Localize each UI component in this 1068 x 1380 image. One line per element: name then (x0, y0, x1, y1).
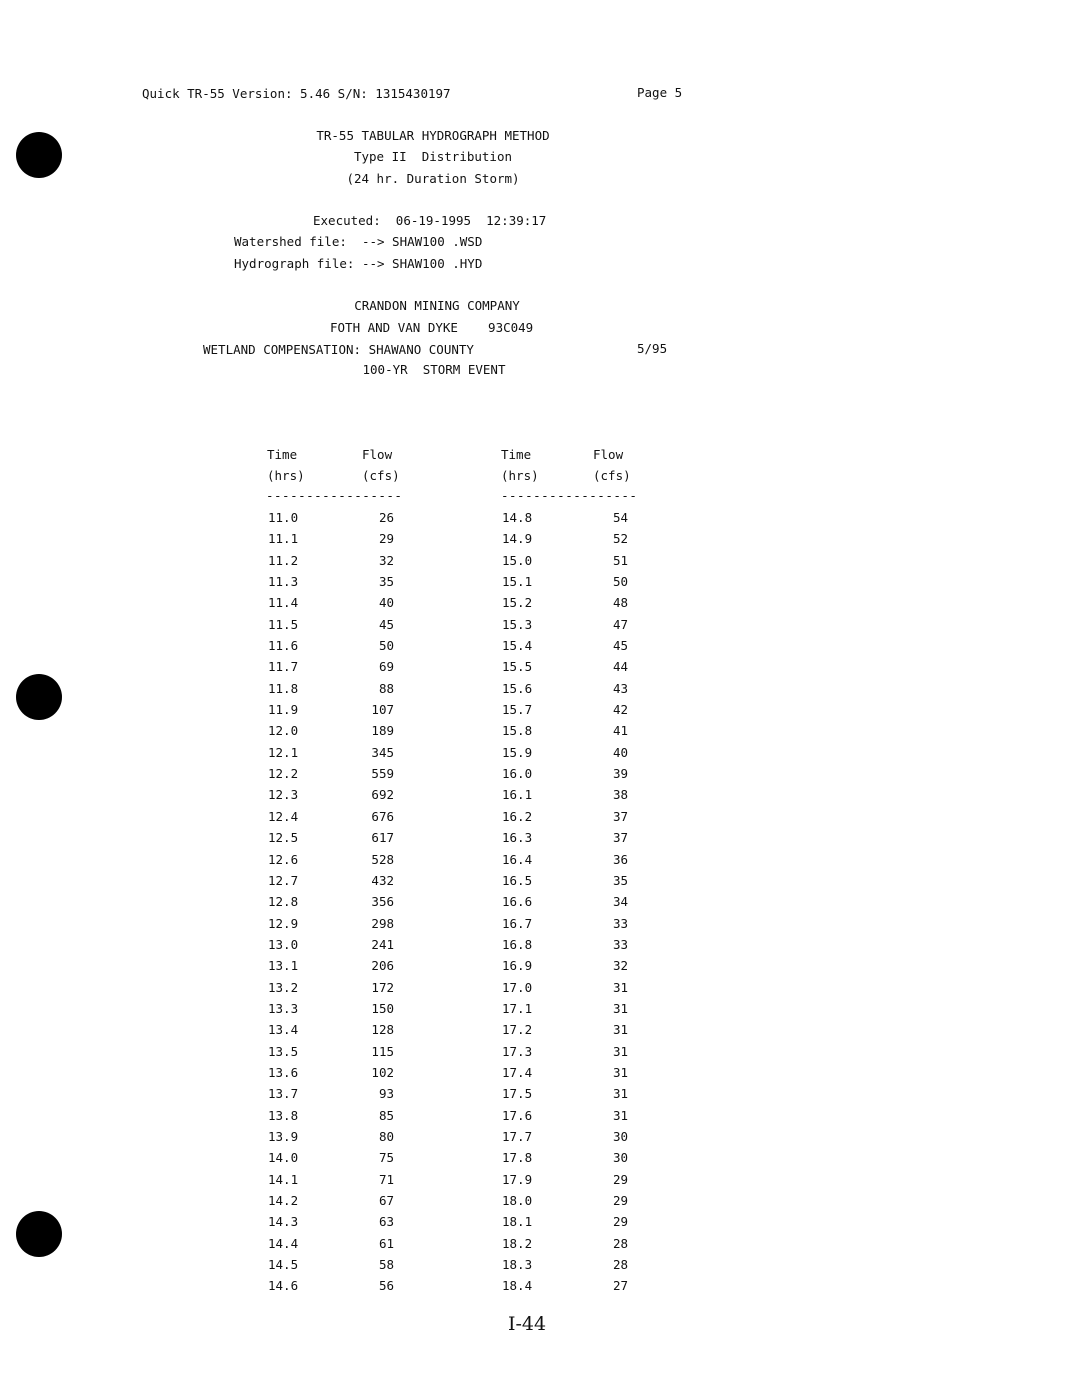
time-value: 12.1 (268, 744, 299, 760)
flow-value: 85 (378, 1107, 394, 1123)
flow-value: 48 (612, 595, 628, 611)
table-row (502, 1001, 642, 1022)
table-row (502, 937, 642, 958)
right-time-unit: (hrs) (501, 468, 539, 483)
time-value: 11.9 (268, 702, 299, 718)
flow-value: 43 (612, 680, 628, 696)
flow-value: 676 (371, 808, 394, 824)
company-name: CRANDON MINING COMPANY (354, 298, 520, 313)
time-value: 11.5 (268, 616, 299, 632)
flow-value: 31 (612, 1107, 628, 1123)
time-value: 12.3 (268, 787, 299, 803)
table-row (268, 1172, 408, 1193)
table-row (502, 1278, 642, 1299)
job-number: 93C049 (488, 320, 534, 335)
executed-line (313, 213, 546, 229)
time-value: 15.8 (502, 723, 533, 739)
left-time-header: Time (267, 447, 298, 462)
time-value: 18.1 (502, 1214, 533, 1230)
flow-value: 80 (378, 1128, 394, 1144)
flow-value: 44 (612, 659, 628, 675)
flow-value: 51 (612, 552, 628, 568)
flow-value: 54 (612, 510, 628, 525)
table-row (502, 1193, 642, 1214)
table-row (502, 1044, 642, 1065)
flow-value: 28 (612, 1235, 628, 1251)
hydrograph-label: Hydrograph file: (234, 256, 355, 271)
watershed-file: --> SHAW100 .WSD (361, 234, 483, 249)
flow-value: 107 (371, 702, 394, 718)
flow-value: 528 (371, 851, 394, 867)
table-row (502, 873, 642, 894)
table-row (502, 702, 642, 723)
project-description: WETLAND COMPENSATION: SHAWANO COUNTY (203, 342, 474, 357)
flow-value: 28 (612, 1257, 628, 1273)
time-value: 11.8 (268, 680, 299, 696)
flow-value: 67 (378, 1193, 394, 1208)
time-value: 16.5 (502, 872, 533, 888)
table-row (268, 937, 408, 958)
flow-value: 356 (371, 894, 394, 910)
flow-value: 45 (612, 638, 628, 654)
time-value: 13.4 (268, 1022, 299, 1038)
time-value: 15.4 (502, 638, 533, 654)
table-row (268, 531, 408, 552)
flow-value: 617 (371, 830, 394, 846)
flow-value: 50 (612, 574, 628, 590)
table-row (502, 830, 642, 851)
flow-value: 40 (378, 595, 394, 611)
flow-value: 432 (371, 872, 394, 888)
table-row (268, 659, 408, 680)
time-value: 15.9 (502, 744, 533, 760)
flow-value: 63 (378, 1214, 394, 1230)
time-value: 14.8 (502, 510, 533, 525)
time-value: 13.3 (268, 1000, 299, 1016)
table-row (268, 830, 408, 851)
time-value: 11.4 (268, 595, 299, 611)
table-row (502, 531, 642, 552)
table-row (502, 1150, 642, 1171)
flow-value: 31 (612, 1000, 628, 1016)
flow-value: 30 (612, 1128, 628, 1144)
punch-hole-bottom (16, 1211, 62, 1257)
time-value: 15.5 (502, 659, 533, 675)
table-row (268, 1086, 408, 1107)
flow-value: 692 (371, 787, 394, 803)
table-row (502, 958, 642, 979)
table-row (502, 1236, 642, 1257)
table-row (268, 1257, 408, 1278)
table-row (502, 617, 642, 638)
flow-value: 35 (378, 574, 394, 590)
flow-value: 241 (371, 936, 394, 952)
time-value: 16.0 (502, 766, 533, 782)
table-row (502, 574, 642, 595)
time-value: 16.1 (502, 787, 533, 803)
table-row (502, 595, 642, 616)
table-row (268, 1193, 408, 1214)
flow-value: 93 (378, 1086, 394, 1102)
table-row (268, 1214, 408, 1235)
executed-label: Executed: (313, 213, 381, 228)
flow-value: 128 (371, 1022, 394, 1038)
table-row (268, 1022, 408, 1043)
table-row (502, 1129, 642, 1150)
table-row (502, 1214, 642, 1235)
flow-value: 47 (612, 616, 628, 632)
flow-value: 29 (612, 1214, 628, 1230)
software-version: Quick TR-55 Version: 5.46 S/N: 1315430197 (142, 86, 451, 101)
punch-hole-middle (16, 674, 62, 720)
time-value: 14.0 (268, 1150, 299, 1166)
report-title: TR-55 TABULAR HYDROGRAPH METHOD (316, 128, 550, 143)
table-row (268, 1129, 408, 1150)
table-row (502, 852, 642, 873)
flow-value: 34 (612, 894, 628, 910)
flow-value: 75 (378, 1150, 394, 1166)
storm-event: 100-YR STORM EVENT (362, 362, 506, 377)
time-value: 14.6 (268, 1278, 299, 1294)
flow-value: 559 (371, 766, 394, 782)
flow-value: 298 (371, 915, 394, 931)
table-row (502, 553, 642, 574)
time-value: 14.2 (268, 1193, 299, 1208)
flow-value: 206 (371, 958, 394, 974)
flow-value: 88 (378, 680, 394, 696)
time-value: 11.6 (268, 638, 299, 654)
flow-value: 29 (612, 1171, 628, 1187)
time-value: 17.2 (502, 1022, 533, 1038)
flow-value: 31 (612, 1022, 628, 1038)
flow-value: 52 (612, 531, 628, 547)
flow-value: 115 (371, 1043, 394, 1059)
punch-hole-top (16, 132, 62, 178)
flow-value: 37 (612, 808, 628, 824)
table-row (502, 1065, 642, 1086)
time-value: 11.7 (268, 659, 299, 675)
flow-value: 345 (371, 744, 394, 760)
time-value: 13.8 (268, 1107, 299, 1123)
time-value: 13.7 (268, 1086, 299, 1102)
time-value: 15.3 (502, 616, 533, 632)
table-row (268, 617, 408, 638)
table-row (502, 916, 642, 937)
table-row (502, 1086, 642, 1107)
time-value: 15.6 (502, 680, 533, 696)
left-flow-header: Flow (362, 447, 393, 462)
table-row (268, 702, 408, 723)
time-value: 12.9 (268, 915, 299, 931)
hydrograph-file: --> SHAW100 .HYD (361, 256, 483, 271)
time-value: 14.4 (268, 1235, 299, 1251)
time-value: 12.2 (268, 766, 299, 782)
time-value: 13.6 (268, 1064, 299, 1080)
table-row (268, 1236, 408, 1257)
table-row (268, 574, 408, 595)
time-value: 16.7 (502, 915, 533, 931)
table-row (502, 787, 642, 808)
flow-value: 172 (371, 979, 394, 995)
table-row (502, 980, 642, 1001)
time-value: 15.7 (502, 702, 533, 718)
project-date: 5/95 (637, 341, 668, 356)
left-time-unit: (hrs) (267, 468, 305, 483)
time-value: 17.1 (502, 1000, 533, 1016)
table-row (502, 638, 642, 659)
table-row (502, 809, 642, 830)
flow-value: 45 (378, 616, 394, 632)
flow-value: 56 (378, 1278, 394, 1294)
time-value: 12.4 (268, 808, 299, 824)
time-value: 18.4 (502, 1278, 533, 1294)
page-number: I-44 (508, 1313, 547, 1335)
time-value: 17.6 (502, 1107, 533, 1123)
left-divider: ----------------- (266, 488, 403, 503)
time-value: 17.9 (502, 1171, 533, 1187)
time-value: 14.5 (268, 1257, 299, 1273)
flow-value: 39 (612, 766, 628, 782)
flow-value: 32 (612, 958, 628, 974)
time-value: 12.8 (268, 894, 299, 910)
right-flow-header: Flow (593, 447, 624, 462)
flow-value: 31 (612, 1086, 628, 1102)
flow-value: 37 (612, 830, 628, 846)
table-row (268, 510, 408, 531)
table-row (268, 553, 408, 574)
table-row (268, 1065, 408, 1086)
time-value: 16.9 (502, 958, 533, 974)
flow-value: 71 (378, 1171, 394, 1187)
flow-value: 58 (378, 1257, 394, 1273)
time-value: 17.4 (502, 1064, 533, 1080)
flow-value: 31 (612, 1064, 628, 1080)
firm-name: FOTH AND VAN DYKE (330, 320, 458, 335)
time-value: 16.2 (502, 808, 533, 824)
flow-value: 32 (378, 552, 394, 568)
time-value: 17.8 (502, 1150, 533, 1166)
time-value: 18.0 (502, 1193, 533, 1208)
table-row (268, 809, 408, 830)
flow-value: 42 (612, 702, 628, 718)
time-value: 14.9 (502, 531, 533, 547)
time-value: 11.1 (268, 531, 299, 547)
time-value: 15.2 (502, 595, 533, 611)
table-row (502, 1257, 642, 1278)
table-row (268, 787, 408, 808)
executed-time: 12:39:17 (486, 213, 547, 228)
storm-duration: (24 hr. Duration Storm) (346, 171, 520, 186)
flow-value: 33 (612, 936, 628, 952)
flow-value: 102 (371, 1064, 394, 1080)
firm-line (330, 320, 533, 336)
flow-value: 69 (378, 659, 394, 675)
time-value: 13.1 (268, 958, 299, 974)
time-value: 16.3 (502, 830, 533, 846)
flow-value: 33 (612, 915, 628, 931)
flow-value: 26 (378, 510, 394, 525)
time-value: 13.0 (268, 936, 299, 952)
time-value: 17.3 (502, 1043, 533, 1059)
table-row (502, 1172, 642, 1193)
flow-value: 27 (612, 1278, 628, 1294)
time-value: 17.5 (502, 1086, 533, 1102)
time-value: 13.5 (268, 1043, 299, 1059)
table-row (268, 638, 408, 659)
flow-value: 38 (612, 787, 628, 803)
right-data-column (502, 510, 642, 1300)
time-value: 11.0 (268, 510, 299, 525)
table-row (268, 766, 408, 787)
table-row (268, 1001, 408, 1022)
time-value: 18.3 (502, 1257, 533, 1273)
flow-value: 40 (612, 744, 628, 760)
table-row (268, 852, 408, 873)
time-value: 15.0 (502, 552, 533, 568)
table-row (502, 723, 642, 744)
watershed-label: Watershed file: (234, 234, 347, 249)
table-row (502, 1022, 642, 1043)
table-row (268, 723, 408, 744)
table-row (268, 745, 408, 766)
table-row (268, 894, 408, 915)
flow-value: 31 (612, 979, 628, 995)
table-row (268, 1150, 408, 1171)
table-row (268, 873, 408, 894)
time-value: 12.5 (268, 830, 299, 846)
table-row (502, 681, 642, 702)
flow-value: 189 (371, 723, 394, 739)
left-data-column (268, 510, 408, 1300)
table-row (502, 894, 642, 915)
time-value: 12.0 (268, 723, 299, 739)
flow-value: 150 (371, 1000, 394, 1016)
flow-value: 31 (612, 1043, 628, 1059)
flow-value: 30 (612, 1150, 628, 1166)
time-value: 16.6 (502, 894, 533, 910)
table-row (268, 1108, 408, 1129)
time-value: 16.4 (502, 851, 533, 867)
time-value: 15.1 (502, 574, 533, 590)
flow-value: 29 (378, 531, 394, 547)
table-row (502, 510, 642, 531)
right-divider: ----------------- (501, 488, 638, 503)
time-value: 11.3 (268, 574, 299, 590)
flow-value: 36 (612, 851, 628, 867)
right-time-header: Time (501, 447, 532, 462)
time-value: 13.9 (268, 1128, 299, 1144)
flow-value: 50 (378, 638, 394, 654)
left-flow-unit: (cfs) (362, 468, 400, 483)
executed-date: 06-19-1995 (395, 213, 472, 228)
table-row (268, 681, 408, 702)
watershed-file-line (234, 234, 482, 250)
flow-value: 61 (378, 1235, 394, 1251)
table-row (502, 1108, 642, 1129)
time-value: 14.3 (268, 1214, 299, 1230)
time-value: 14.1 (268, 1171, 299, 1187)
table-row (268, 595, 408, 616)
time-value: 17.0 (502, 979, 533, 995)
table-row (268, 916, 408, 937)
table-row (268, 958, 408, 979)
flow-value: 35 (612, 872, 628, 888)
time-value: 11.2 (268, 552, 299, 568)
table-row (268, 1278, 408, 1299)
table-row (268, 980, 408, 1001)
table-row (502, 659, 642, 680)
table-row (502, 745, 642, 766)
time-value: 12.6 (268, 851, 299, 867)
time-value: 13.2 (268, 979, 299, 995)
flow-value: 41 (612, 723, 628, 739)
right-flow-unit: (cfs) (593, 468, 631, 483)
hydrograph-file-line (234, 256, 482, 272)
time-value: 16.8 (502, 936, 533, 952)
time-value: 12.7 (268, 872, 299, 888)
distribution-type: Type II Distribution (353, 149, 513, 164)
time-value: 18.2 (502, 1235, 533, 1251)
table-row (502, 766, 642, 787)
flow-value: 29 (612, 1193, 628, 1208)
page-label: Page 5 (637, 85, 683, 100)
time-value: 17.7 (502, 1128, 533, 1144)
table-row (268, 1044, 408, 1065)
